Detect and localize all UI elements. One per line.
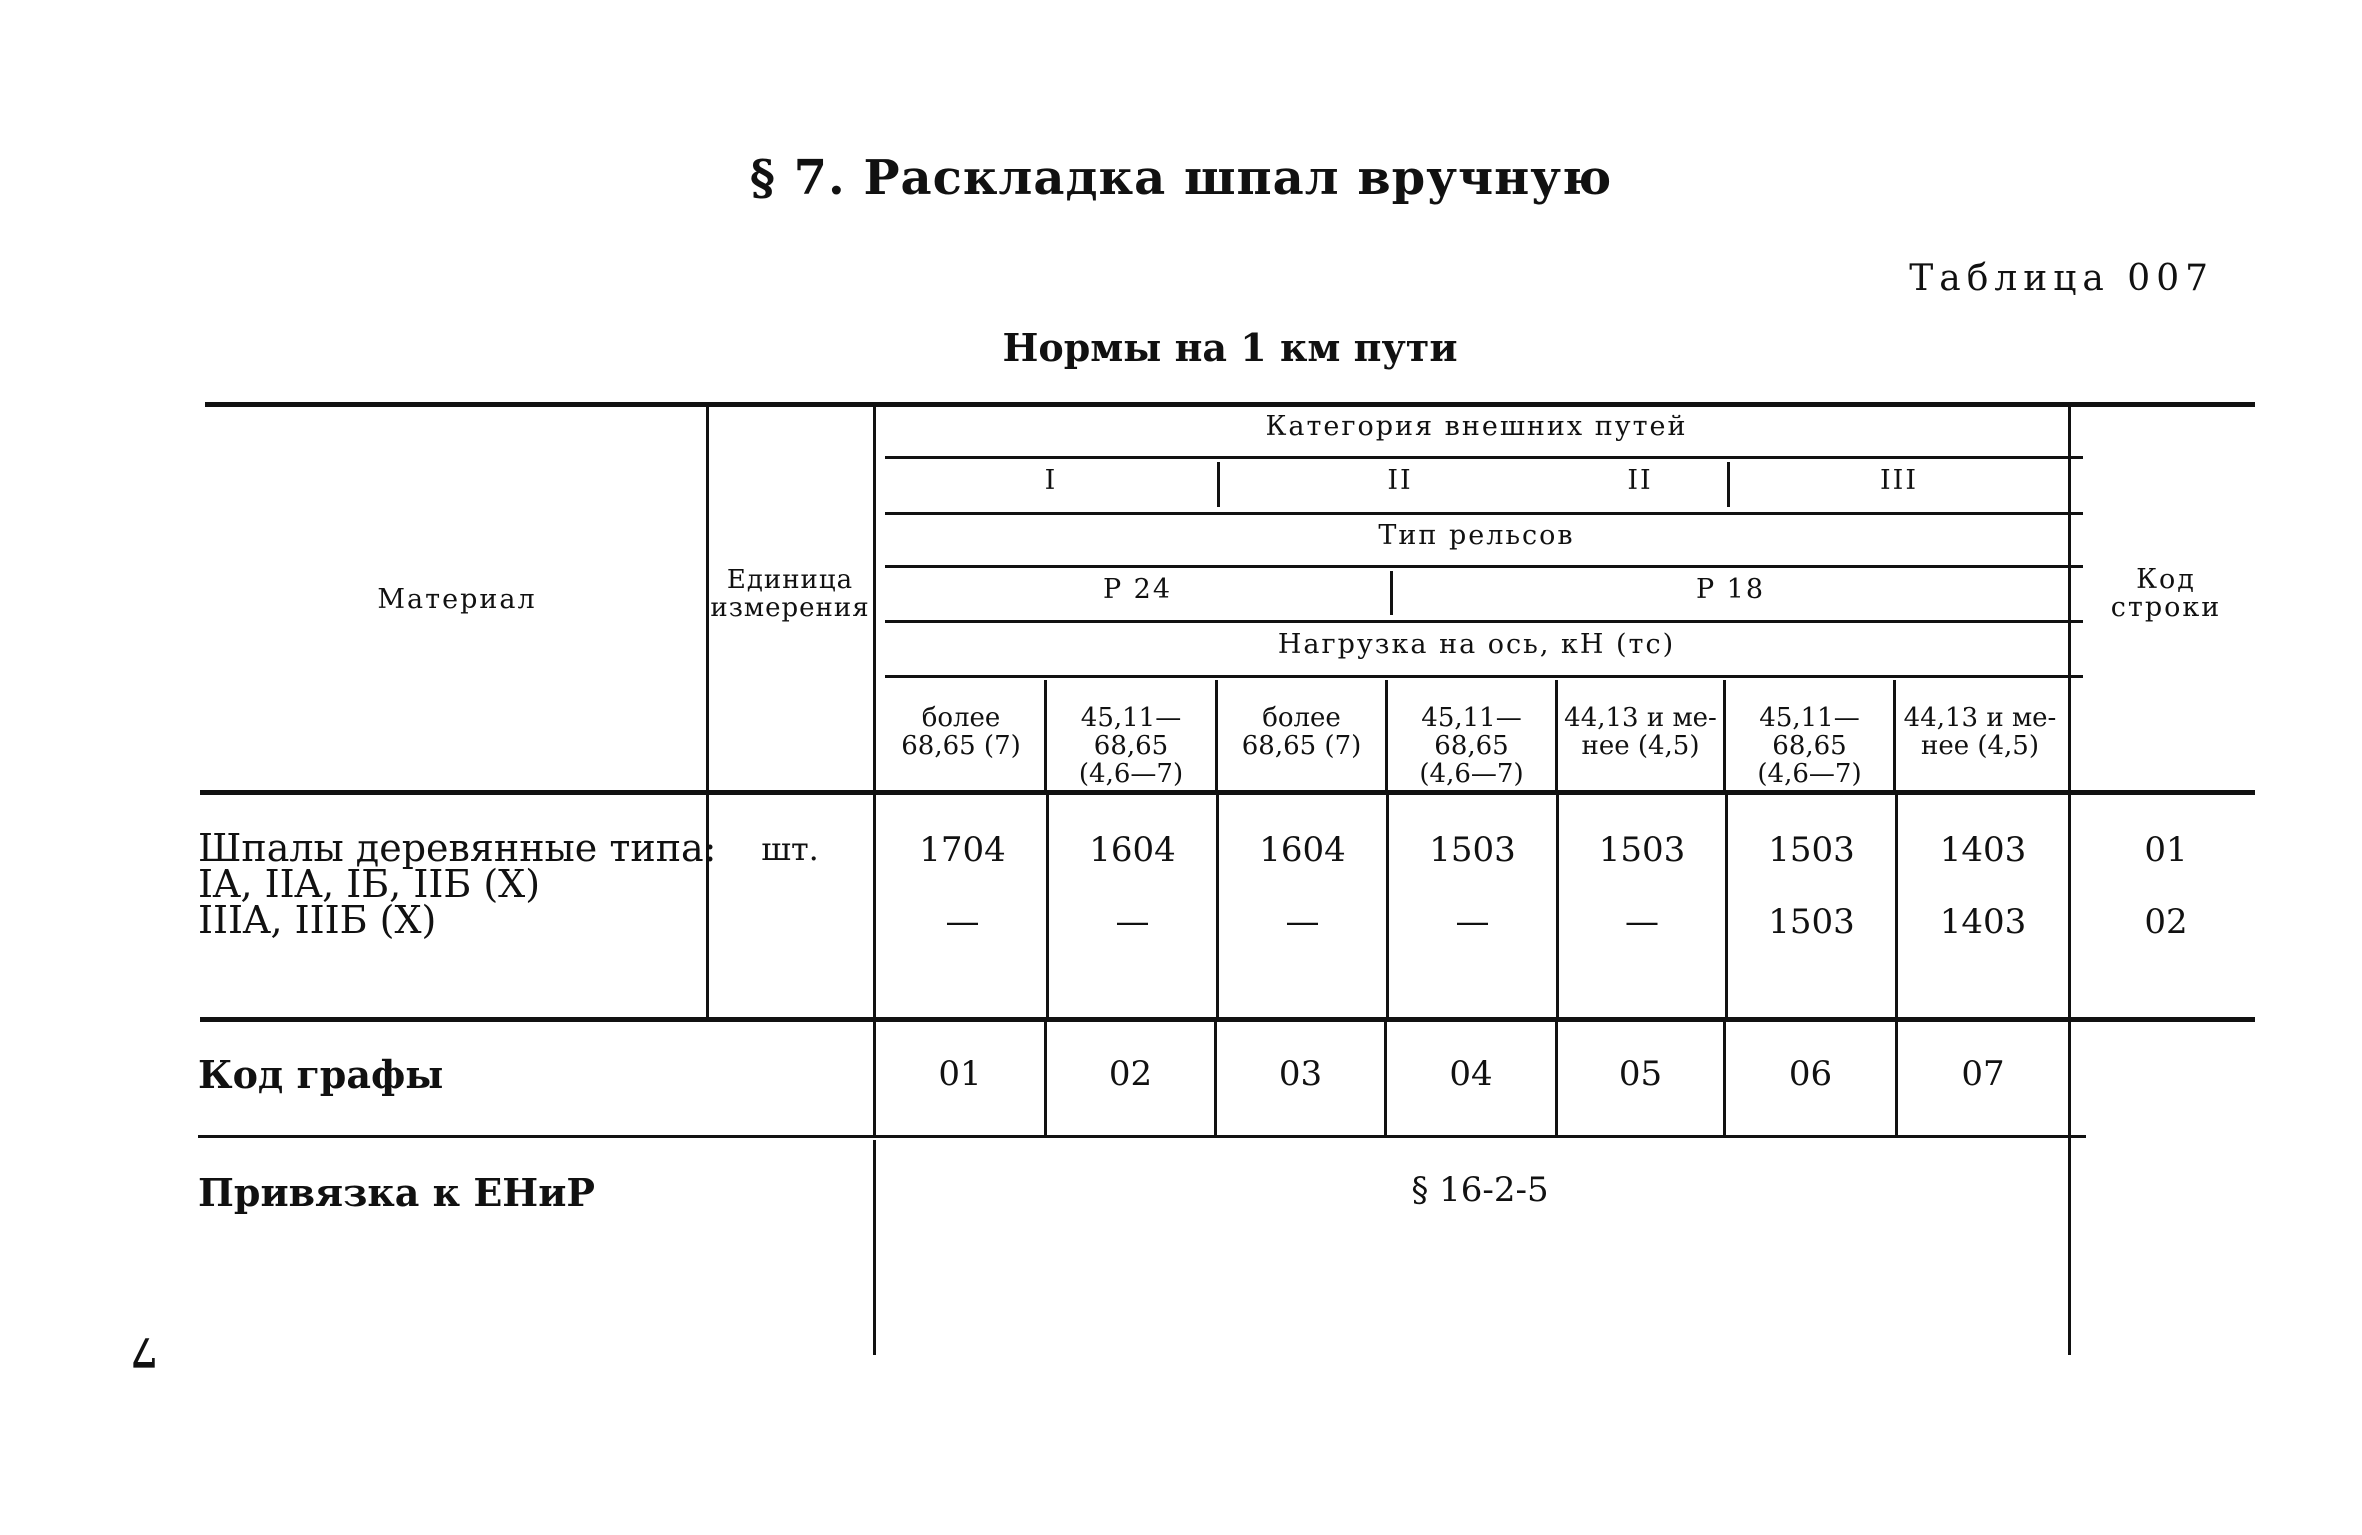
header-row-code [2071,566,2261,622]
header-category-item: II [1387,465,1413,496]
row-unit: шт. [761,830,819,868]
header-rail: Р 24 [1102,574,1173,605]
header-unit-line: Единица [726,565,854,595]
row-value: — [1455,902,1490,942]
header-row-code-line: Код [2136,564,2196,595]
row-value: — [1285,902,1320,942]
header-category-item: III [1880,465,1918,496]
column-code-label: Код графы [198,1052,444,1097]
row-value: — [1625,902,1659,942]
row-value: 1604 [1089,830,1176,870]
header-rail-type: Тип рельсов [1378,520,1575,551]
column-code: 05 [1618,1054,1663,1094]
header-row-code-line: строки [2110,592,2222,623]
header-load-line: (4,6—7) [1757,759,1862,789]
header-load-item [1558,704,1723,760]
header-load-line: 45,11—68,65 [1080,703,1182,761]
row-code: 02 [2144,902,2188,942]
row-material-line: Шпалы деревянные типа: [198,826,717,870]
column-code: 04 [1449,1054,1493,1094]
header-load-line: 44,13 и ме- [1564,703,1717,733]
reference-value: § 16-2-5 [1411,1170,1549,1210]
column-code: 06 [1788,1054,1833,1094]
header-load: Нагрузка на ось, кН (тс) [1277,629,1676,660]
row-material [198,898,437,942]
row-value: 1503 [1429,830,1516,870]
row-value: 1503 [1768,830,1855,870]
row-material-line: IIIA, IIIБ (X) [198,898,437,942]
column-code: 01 [938,1054,982,1094]
row-value: — [1115,902,1150,942]
header-unit [709,566,871,622]
row-material-line: IA, IIA, IБ, IIБ (X) [198,862,541,906]
header-load-line: 68,65 (7) [901,731,1021,761]
header-load-line: (4,6—7) [1078,759,1184,789]
header-load-line: 45,11—68,65 [1421,703,1522,761]
header-load-line: нее (4,5) [1920,731,2039,761]
row-value: 1403 [1939,902,2027,942]
header-load-line: более [921,703,1001,733]
page-title: § 7. Раскладка шпал вручную [749,150,1613,206]
header-load-item [1047,704,1215,788]
header-unit-line: измерения [710,593,870,623]
header-category-item: I [1044,465,1058,496]
header-load-line: нее (4,5) [1581,731,1700,761]
page-number: 7 [130,1328,158,1375]
header-category-item: II [1627,465,1653,496]
header-category: Категория внешних путей [1265,411,1688,442]
header-load-line: 68,65 (7) [1241,731,1362,761]
header-load-line: более [1262,703,1341,733]
column-code: 03 [1278,1054,1323,1094]
row-value: 1403 [1939,830,2027,870]
row-value: 1503 [1768,902,1855,942]
header-load-line: 45,11—68,65 [1759,703,1860,761]
row-code: 01 [2144,830,2188,870]
table-label: Таблица 007 [1909,258,2214,299]
header-load-line: (4,6—7) [1419,759,1524,789]
row-material [198,826,717,906]
header-material: Материал [377,584,537,615]
header-rail: Р 18 [1695,574,1766,605]
reference-label: Привязка к ЕНиР [198,1170,595,1215]
header-load-item [1726,704,1893,788]
header-load-item [1388,704,1555,788]
column-code: 07 [1961,1054,2005,1094]
header-load-item [878,704,1044,760]
header-load-item [1218,704,1385,760]
row-value: 1604 [1259,830,1346,870]
header-load-item [1896,704,2064,760]
header-load-line: 44,13 и ме- [1903,703,2057,733]
row-value: — [945,902,980,942]
row-value: 1503 [1598,830,1686,870]
table-subtitle: Нормы на 1 км пути [1002,325,1458,370]
row-value: 1704 [919,830,1006,870]
column-code: 02 [1108,1054,1153,1094]
